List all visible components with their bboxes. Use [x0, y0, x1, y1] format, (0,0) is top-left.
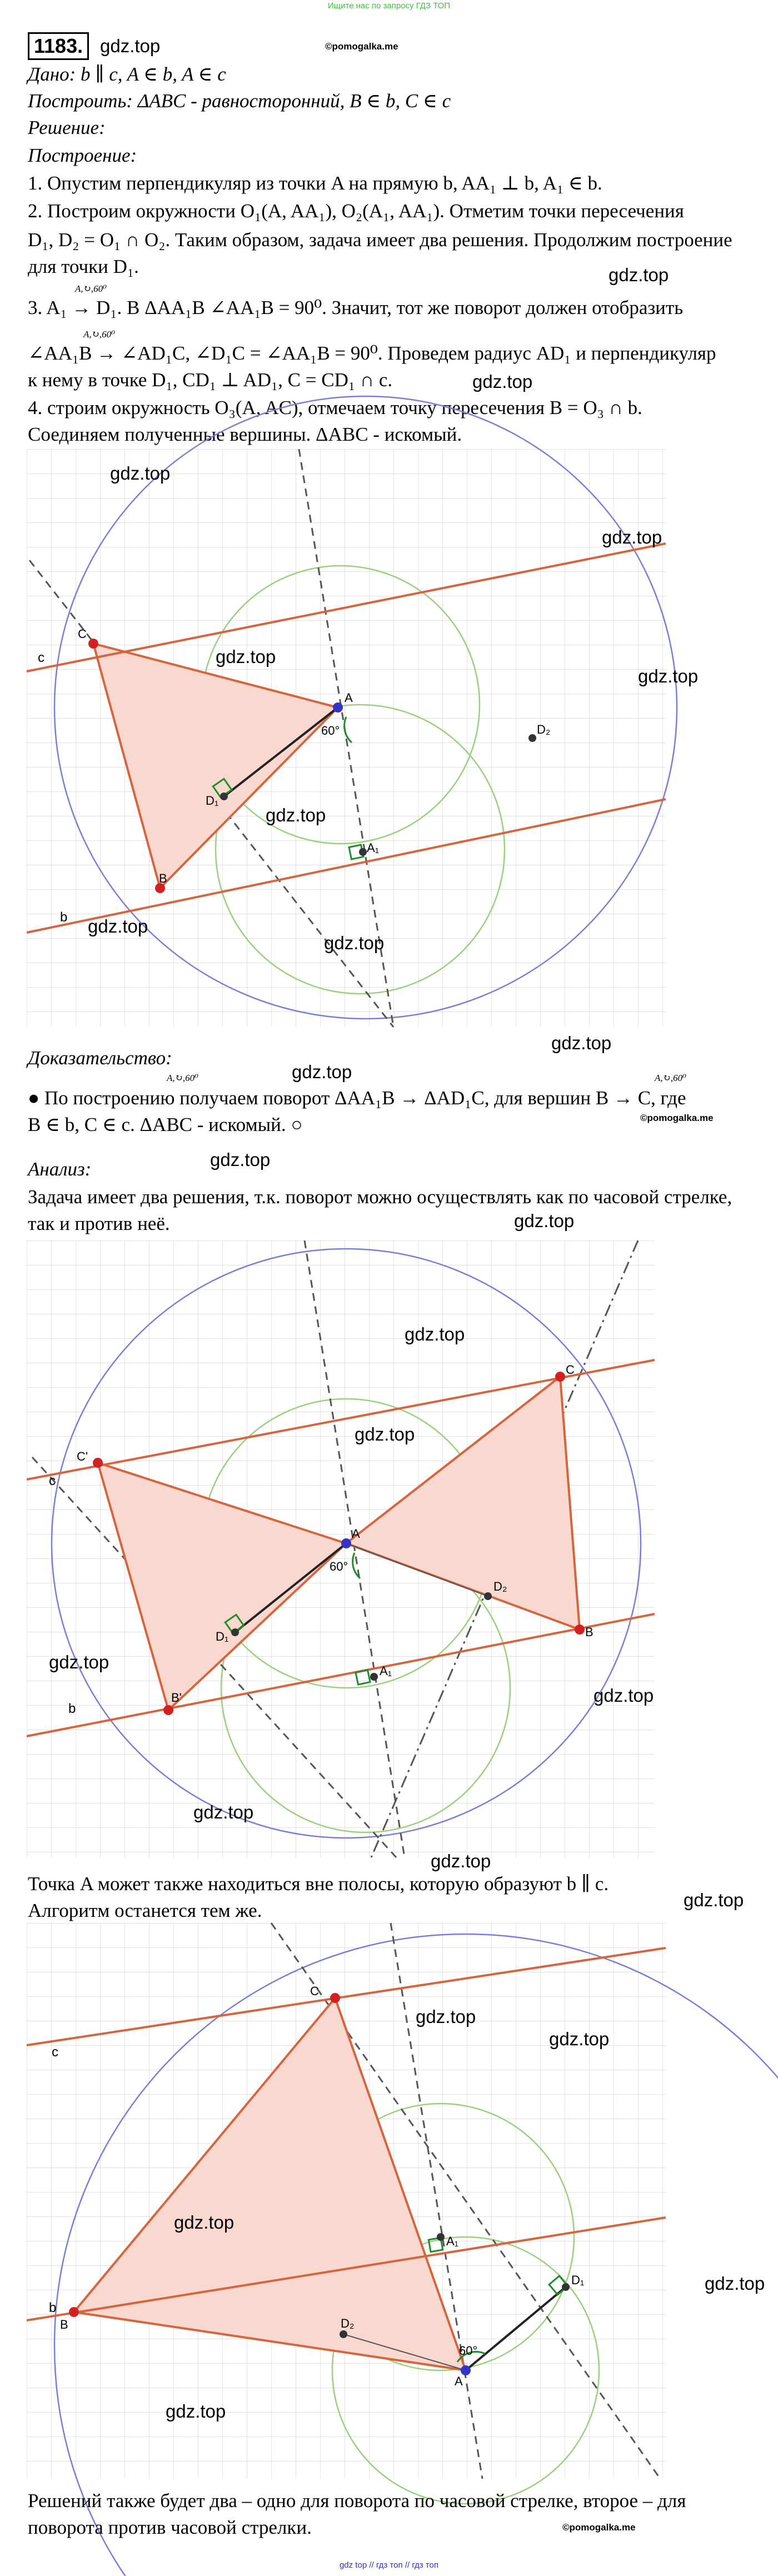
- point-d1: [231, 1628, 239, 1636]
- figure-3: [27, 1923, 666, 2479]
- step-4b: Соединяем полученные вершины. ΔABC - искомый.: [28, 423, 462, 445]
- point-b1: [575, 1625, 585, 1635]
- point-a1: [437, 2233, 445, 2241]
- watermark: gdz.top: [549, 2029, 610, 2049]
- watermark: gdz.top: [472, 371, 533, 392]
- step-2c: для точки D₁.: [28, 256, 139, 277]
- top-search-link[interactable]: Ищите нас по запросу ГДЗ ТОП: [327, 1, 451, 11]
- watermark: gdz.top: [602, 527, 662, 547]
- proof-heading: Доказательство:: [28, 1047, 172, 1069]
- analysis-heading: Анализ:: [28, 1158, 92, 1180]
- proof-line-b: B ∈ b, C ∈ c. ΔABC - искомый. ○: [28, 1114, 303, 1135]
- step-4a: 4. строим окружность O₃(A, AC), отмечаем точку пересечения B = O₃ ∩ b.: [28, 397, 642, 418]
- rotation-label: A,↻,60⁰: [167, 1073, 198, 1083]
- watermark: gdz.top: [594, 1685, 654, 1706]
- watermark: gdz.top: [416, 2006, 476, 2027]
- copyright: ©pomogalka.me: [640, 1113, 714, 1123]
- label-d1: D₁: [216, 1630, 229, 1643]
- watermark: gdz.top: [638, 666, 699, 686]
- point-d2: [484, 1592, 492, 1600]
- bottom-link[interactable]: gdz top // гдз топ // гдз топ: [339, 2560, 439, 2570]
- outside-line-b: Алгоритм останется тем же.: [28, 1900, 262, 1921]
- label-c-point: C: [310, 1984, 319, 1998]
- copyright: ©pomogalka.me: [562, 2522, 636, 2533]
- label-c1-point: C: [566, 1363, 575, 1377]
- label-c-point: C: [78, 627, 87, 641]
- analysis-line-b: так и против неё.: [28, 1213, 170, 1234]
- label-line-b: b: [68, 1701, 76, 1716]
- step-3c: к нему в точке D₁, CD₁ ⊥ AD₁, C = CD₁ ∩ c.: [28, 369, 393, 391]
- label-a-point: A: [345, 691, 353, 705]
- step-2b: D₁, D₂ = O₁ ∩ O₂. Таким образом, задача имеет два решения. Продолжим построение: [28, 229, 732, 251]
- label-d2: D₂: [493, 1580, 507, 1593]
- problem-number: 1183.: [28, 32, 89, 60]
- figure-2: [27, 1240, 655, 1857]
- step-3b: ∠AA₁B → ∠AD₁C, ∠D₁C = ∠AA₁B = 90⁰. Проведем радиус AD₁ и перпендикуляр: [28, 342, 716, 364]
- copyright: ©pomogalka.me: [325, 41, 398, 52]
- solution-heading: Решение:: [28, 117, 106, 138]
- watermark: gdz.top: [405, 1324, 465, 1344]
- watermark: gdz.top: [292, 1062, 352, 1082]
- step-1: 1. Опустим перпендикуляр из точки A на прямую b, AA₁ ⊥ b, A₁ ∈ b.: [28, 172, 602, 194]
- watermark: gdz.top: [355, 1424, 415, 1444]
- point-a1: [359, 848, 367, 856]
- point-d2: [340, 2330, 347, 2338]
- label-d2: D₂: [537, 723, 551, 736]
- rotation-label: A,↻,60⁰: [75, 283, 107, 294]
- label-d1: D₁: [571, 2273, 585, 2287]
- angle-60-label: 60°: [321, 724, 340, 738]
- angle-60-label: 60°: [330, 1559, 348, 1573]
- point-c1: [555, 1372, 565, 1382]
- label-d1: D₁: [206, 794, 219, 808]
- label-line-b: b: [60, 910, 68, 925]
- watermark: gdz.top: [210, 1149, 271, 1170]
- point-b: [69, 2307, 79, 2317]
- angle-60-label: 60°: [459, 2344, 478, 2358]
- point-d1: [562, 2283, 570, 2291]
- label-line-c: c: [49, 1473, 56, 1488]
- label-a1: A₁: [380, 1664, 392, 1678]
- label-line-b: b: [49, 2300, 57, 2315]
- watermark: gdz.top: [88, 916, 148, 936]
- outside-line-a: Точка A может также находиться вне полосы, которую образуют b ∥ c.: [28, 1873, 609, 1895]
- watermark: gdz.top: [324, 933, 385, 953]
- construct-text: Построить: ΔABC - равносторонний, B ∈ b, C ∈ c: [28, 90, 451, 112]
- point-d1: [220, 793, 228, 800]
- watermark: gdz.top: [110, 463, 171, 484]
- label-a-point: A: [455, 2374, 463, 2388]
- watermark: gdz.top: [514, 1210, 575, 1231]
- watermark: gdz.top: [174, 2212, 235, 2233]
- label-a-point: A: [352, 1527, 360, 1541]
- step-2a: 2. Построим окружности O₁(A, AA₁), O₂(A₁, AA₁). Отметим точки пересечения: [28, 200, 684, 222]
- point-a1: [370, 1673, 378, 1681]
- watermark: gdz.top: [193, 1802, 254, 1822]
- analysis-line-a: Задача имеет два решения, т.к. поворот можно осуществлять как по часовой стрелке,: [28, 1186, 732, 1208]
- final-line-a: Решений также будет два – одно для поворота по часовой стрелке, второе – для: [28, 2490, 686, 2512]
- point-c: [93, 1458, 103, 1468]
- point-a: [333, 702, 343, 712]
- watermark: gdz.top: [216, 646, 276, 667]
- point-a: [341, 1538, 351, 1548]
- label-a1: A₁: [446, 2234, 459, 2248]
- watermark: gdz.top: [166, 2401, 226, 2421]
- label-b1-point: B: [585, 1625, 594, 1639]
- given-text: Дано: b ∥ c, A ∈ b, A ∈ c: [28, 63, 226, 85]
- label-c-point: C': [77, 1449, 88, 1463]
- watermark: gdz.top: [49, 1652, 109, 1672]
- label-b-point: B: [159, 871, 167, 885]
- watermark: gdz.top: [684, 1890, 744, 1910]
- watermark: gdz.top: [100, 36, 161, 56]
- point-b: [163, 1705, 173, 1715]
- point-c: [88, 639, 98, 649]
- label-line-c: c: [52, 2045, 58, 2060]
- final-line-b: поворота против часовой стрелки.: [28, 2517, 312, 2538]
- label-b-point: B': [171, 1691, 182, 1705]
- label-a1: A₁: [367, 841, 380, 855]
- watermark: gdz.top: [551, 1033, 612, 1053]
- proof-line-a: ● По построению получаем поворот ΔAA₁B → ΔAD₁C, для вершин B → C, где: [28, 1087, 686, 1109]
- rotation-label: A,↻,60⁰: [83, 329, 115, 340]
- point-c: [330, 1993, 340, 2003]
- watermark: gdz.top: [431, 1851, 491, 1871]
- label-d2: D₂: [341, 2316, 355, 2330]
- label-b-point: B: [60, 2318, 68, 2331]
- figure-1: [27, 449, 699, 1027]
- watermark: gdz.top: [266, 805, 326, 825]
- watermark: gdz.top: [705, 2273, 765, 2294]
- rotation-label: A,↻,60⁰: [655, 1073, 686, 1083]
- watermark: gdz.top: [609, 265, 669, 285]
- construction-heading: Построение:: [28, 145, 137, 166]
- step-3a: 3. A₁ → D₁. В ΔAA₁B ∠AA₁B = 90⁰. Значит, тот же поворот должен отобразить: [28, 297, 684, 318]
- label-line-c: c: [38, 650, 44, 665]
- point-d2: [528, 734, 536, 742]
